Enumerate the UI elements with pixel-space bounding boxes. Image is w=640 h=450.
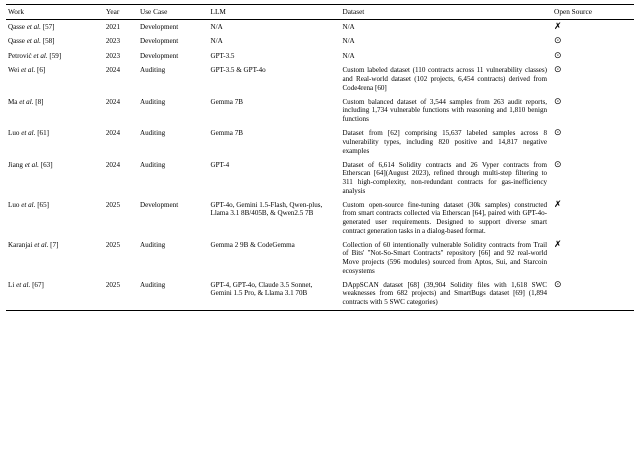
cell-open-source: [552, 95, 634, 126]
cell-work: [6, 64, 104, 95]
cell-dataset: [340, 49, 552, 64]
table-header: [6, 5, 634, 20]
table-body: [6, 20, 634, 310]
cross-icon: ✗: [554, 199, 562, 210]
cell-use-case: Auditing: [139, 66, 166, 75]
cell-year: 2024: [105, 129, 121, 138]
cell-work: [6, 198, 104, 238]
cell-dataset: [340, 20, 552, 35]
dataset-text: Dataset of 6,614 Solidity contracts and 26 Vyper contracts from Etherscan [64](August 2023), refined through multi-step filtering to 311 high-complexity, non-redundant contracts for gas-inefficiency analysis: [342, 160, 548, 195]
work-etal: et al.: [33, 51, 48, 60]
work-author: Ma: [8, 97, 18, 106]
cell-open-source: [552, 198, 634, 238]
cell-use-case: Auditing: [139, 160, 166, 169]
github-icon[interactable]: ⊙: [554, 36, 562, 47]
cell-llm: GPT-4o, Gemini 1.5-Flash, Qwen-plus, Llama 3.1 8B/405B, & Qwen2.5 7B: [210, 200, 323, 218]
cell-dataset: [340, 64, 552, 95]
cell-year: 2025: [105, 240, 121, 249]
cell-work: [6, 20, 104, 35]
table-row: [6, 198, 634, 238]
work-author: Luo: [8, 129, 20, 138]
github-icon[interactable]: ⊙: [554, 159, 562, 170]
table-row: [6, 238, 634, 278]
dataset-text: N/A: [342, 22, 355, 31]
work-etal: et al.: [21, 200, 36, 209]
table-row: [6, 127, 634, 158]
work-author: Jiang: [8, 160, 23, 169]
table-header-row: [6, 5, 634, 20]
work-author: Petrović: [8, 51, 32, 60]
cell-work: [6, 49, 104, 64]
table-row: [6, 20, 634, 35]
cell-year: 2024: [105, 66, 121, 75]
cell-dataset: [340, 158, 552, 198]
cell-dataset: [340, 198, 552, 238]
dataset-text: Custom open-source fine-tuning dataset (30k samples) constructed from smart contracts collected via Etherscan [64], paired with GPT-4o-generated user requirements. Designed to support diverse smart contract generation tasks in a dialog-based format.: [342, 200, 548, 235]
work-author: Karanjai: [8, 240, 33, 249]
work-etal: et al.: [21, 66, 36, 75]
github-icon[interactable]: ⊙: [554, 279, 562, 290]
table-row: [6, 49, 634, 64]
work-etal: et al.: [26, 37, 41, 46]
table-row: [6, 64, 634, 95]
work-author: Qasse: [8, 37, 25, 46]
github-icon[interactable]: ⊙: [554, 65, 562, 76]
work-etal: et al.: [26, 22, 41, 31]
cell-llm: N/A: [210, 22, 223, 31]
cell-work: [6, 95, 104, 126]
work-citation[interactable]: [58]: [42, 37, 55, 46]
cell-work: [6, 127, 104, 158]
column-header-llm: LLM: [208, 5, 340, 20]
cell-work: [6, 35, 104, 50]
work-citation[interactable]: [8]: [35, 97, 44, 106]
cell-work: [6, 158, 104, 198]
cell-use-case: Development: [139, 200, 179, 209]
cell-work: [6, 278, 104, 310]
dataset-text: DAppSCAN dataset [68] (39,904 Solidity files with 1,618 SWC weaknesses from 682 projects) and SmartBugs dataset [69] (1,894 contracts with 5 SWC categories): [342, 280, 548, 307]
comparison-table: [6, 4, 634, 311]
cell-open-source: [552, 64, 634, 95]
table-row: [6, 158, 634, 198]
dataset-text: Collection of 60 intentionally vulnerable Solidity contracts from Trail of Bits' "Not-So-Smart Contracts" repository [66] and 92 real-world Move projects (596 modules) sourced from Aptos, Sui, and Starcoin ecosystems: [342, 240, 548, 275]
work-citation[interactable]: [65]: [37, 200, 50, 209]
cell-use-case: Development: [139, 22, 179, 31]
cell-llm: N/A: [210, 37, 223, 46]
cell-use-case: Development: [139, 51, 179, 60]
work-etal: et al.: [24, 160, 39, 169]
dataset-text: Dataset from [62] comprising 15,637 labeled samples across 8 vulnerability types, including 820 positive and 14,817 negative examples: [342, 129, 548, 155]
cell-dataset: [340, 95, 552, 126]
cell-use-case: Auditing: [139, 97, 166, 106]
work-citation[interactable]: [59]: [49, 51, 62, 60]
dataset-text: N/A: [342, 51, 355, 60]
dataset-text: N/A: [342, 37, 355, 46]
cell-year: 2021: [105, 22, 121, 31]
work-etal: et al.: [19, 97, 34, 106]
cell-year: 2025: [104, 278, 138, 310]
work-etal: et al.: [34, 240, 49, 249]
cell-year: 2024: [105, 160, 121, 169]
work-citation[interactable]: [6]: [37, 66, 46, 75]
table-row: [6, 35, 634, 50]
table-row: [6, 278, 634, 310]
cell-dataset: [340, 278, 552, 310]
table-row: [6, 95, 634, 126]
cell-open-source: [552, 127, 634, 158]
column-header-use-case: Use Case: [138, 5, 209, 20]
work-author: Li: [8, 280, 15, 289]
work-citation[interactable]: [67]: [32, 280, 44, 289]
cell-year: 2024: [105, 97, 121, 106]
cell-open-source: [552, 20, 634, 35]
cell-llm: GPT-3.5 & GPT-4o: [210, 66, 266, 75]
cell-llm: Gemma 7B: [210, 129, 243, 138]
cell-llm: GPT-4: [210, 160, 230, 169]
work-author: Luo: [8, 200, 20, 209]
github-icon[interactable]: ⊙: [554, 50, 562, 61]
work-etal: et al.: [21, 129, 36, 138]
work-author: Qasse: [8, 22, 25, 31]
github-icon[interactable]: ⊙: [554, 128, 562, 139]
cell-dataset: [340, 238, 552, 278]
work-citation[interactable]: [61]: [37, 129, 50, 138]
column-header-dataset: Dataset: [340, 5, 552, 20]
work-etal: et al.: [16, 280, 31, 289]
dataset-text: Custom balanced dataset of 3,544 samples from 263 audit reports, including 1,734 vulnerable functions with reasoning and 1,810 benign functions: [342, 97, 548, 124]
cross-icon: ✗: [554, 239, 562, 250]
work-citation[interactable]: [57]: [42, 22, 55, 31]
cell-open-source: [552, 278, 634, 310]
cell-year: 2025: [105, 200, 121, 209]
column-header-year: Year: [104, 5, 138, 20]
cell-llm: GPT-3.5: [210, 51, 235, 60]
cell-dataset: [340, 35, 552, 50]
cell-work: [6, 238, 104, 278]
cross-icon: ✗: [554, 21, 562, 32]
work-citation[interactable]: [63]: [40, 160, 53, 169]
dataset-text: Custom labeled dataset (110 contracts across 11 vulnerability classes) and Real-world dataset (102 projects, 6,454 contracts) derived from Code4rena [60]: [342, 66, 548, 92]
cell-llm: GPT-4, GPT-4o, Claude 3.5 Sonnet, Gemini 1.5 Pro, & Llama 3.1 70B: [208, 278, 340, 310]
work-citation[interactable]: [7]: [50, 240, 59, 249]
column-header-work: Work: [6, 5, 104, 20]
column-header-open-source: Open Source: [552, 5, 634, 20]
cell-llm: Gemma 2 9B & CodeGemma: [210, 240, 295, 249]
cell-use-case: Development: [139, 37, 179, 46]
cell-year: 2023: [105, 37, 121, 46]
cell-open-source: [552, 238, 634, 278]
cell-llm: Gemma 7B: [210, 97, 243, 106]
cell-year: 2023: [105, 51, 121, 60]
github-icon[interactable]: ⊙: [554, 96, 562, 107]
cell-dataset: [340, 127, 552, 158]
cell-use-case: Auditing: [138, 278, 209, 310]
work-author: Wei: [8, 66, 20, 75]
cell-use-case: Auditing: [139, 240, 166, 249]
cell-open-source: [552, 158, 634, 198]
cell-open-source: [552, 49, 634, 64]
cell-use-case: Auditing: [139, 129, 166, 138]
cell-open-source: [552, 35, 634, 50]
